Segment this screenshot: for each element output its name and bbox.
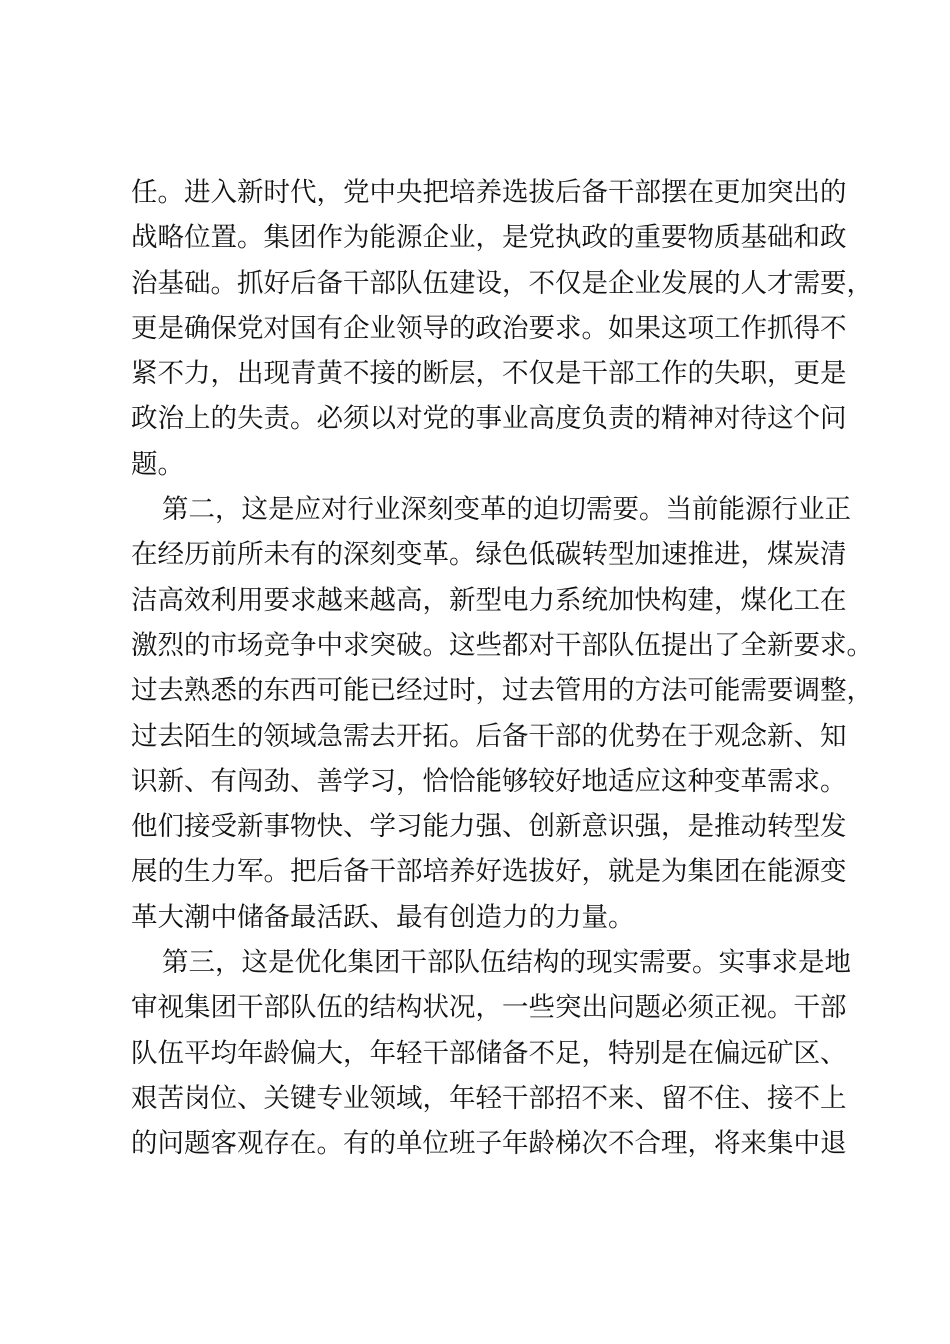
text-line: 展的生力军。把后备干部培养好选拔好，就是为集团在能源变 xyxy=(131,856,847,888)
text-line: 更是确保党对国有企业领导的政治要求。如果这项工作抓得不 xyxy=(131,312,847,344)
text-line: 紧不力，出现青黄不接的断层，不仅是干部工作的失职，更是 xyxy=(131,358,847,390)
text-line: 的问题客观存在。有的单位班子年龄梯次不合理，将来集中退 xyxy=(131,1128,847,1160)
text-line: 战略位置。集团作为能源企业，是党执政的重要物质基础和政 xyxy=(131,222,847,254)
text-line: 队伍平均年龄偏大，年轻干部储备不足，特别是在偏远矿区、 xyxy=(131,1037,847,1069)
text-line: 洁高效利用要求越来越高，新型电力系统加快构建，煤化工在 xyxy=(131,584,847,616)
text-line: 激烈的市场竞争中求突破。这些都对干部队伍提出了全新要求。 xyxy=(131,629,873,661)
paragraph-start-line: 第二，这是应对行业深刻变革的迫切需要。当前能源行业正 xyxy=(162,494,851,526)
text-line: 治基础。抓好后备干部队伍建设，不仅是企业发展的人才需要， xyxy=(131,267,873,299)
text-line: 艰苦岗位、关键专业领域，年轻干部招不来、留不住、接不上 xyxy=(131,1082,847,1114)
text-line: 任。进入新时代，党中央把培养选拔后备干部摆在更加突出的 xyxy=(131,177,847,208)
text-line: 过去熟悉的东西可能已经过时，过去管用的方法可能需要调整， xyxy=(131,675,873,707)
text-line: 过去陌生的领域急需去开拓。后备干部的优势在于观念新、知 xyxy=(131,720,847,752)
body-text xyxy=(131,170,873,1167)
text-line: 审视集团干部队伍的结构状况，一些突出问题必须正视。干部 xyxy=(131,992,847,1024)
text-line: 革大潮中储备最活跃、最有创造力的力量。 xyxy=(131,901,635,933)
text-line: 识新、有闯劲、善学习，恰恰能够较好地适应这种变革需求。 xyxy=(131,765,847,797)
text-line: 题。 xyxy=(131,448,184,480)
text-line: 政治上的失责。必须以对党的事业高度负责的精神对待这个问 xyxy=(131,403,847,435)
text-line: 在经历前所未有的深刻变革。绿色低碳转型加速推进，煤炭清 xyxy=(131,539,847,571)
text-line: 他们接受新事物快、学习能力强、创新意识强，是推动转型发 xyxy=(131,811,847,843)
paragraph-start-line: 第三，这是优化集团干部队伍结构的现实需要。实事求是地 xyxy=(162,947,851,979)
